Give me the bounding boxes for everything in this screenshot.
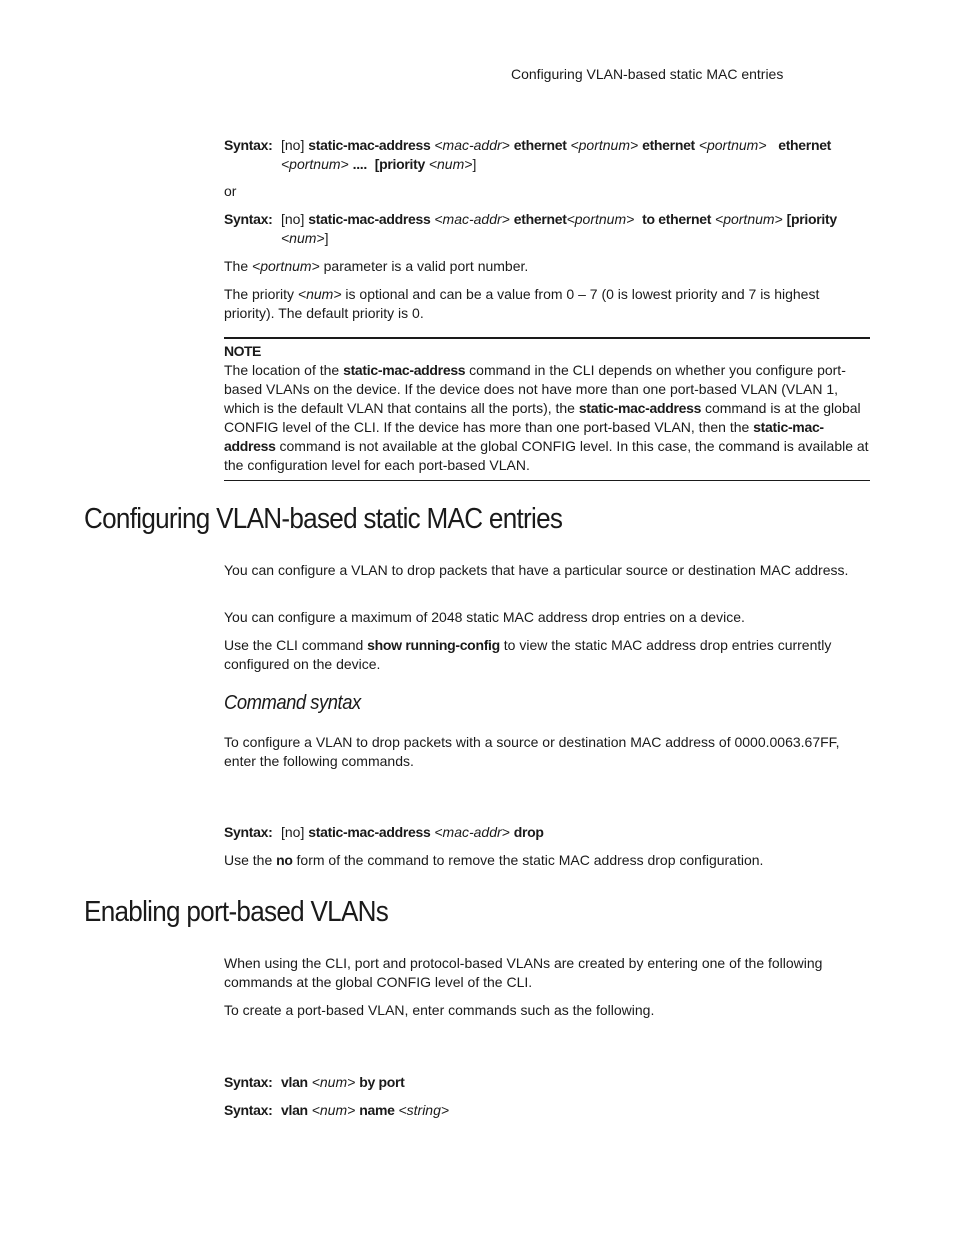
kw-to-ethernet: to ethernet bbox=[642, 211, 712, 227]
cmd-static-mac-address: static-mac-address bbox=[308, 211, 431, 227]
section1-para: You can configure a maximum of 2048 static MAC address drop entries on a device. bbox=[224, 609, 745, 625]
syntax-static-mac-drop bbox=[281, 823, 870, 842]
param-portnum: <portnum> bbox=[566, 211, 635, 227]
section-heading: Enabling port-based VLANs bbox=[84, 896, 389, 928]
syntax-close: ] bbox=[472, 156, 477, 172]
section1-para bbox=[224, 636, 870, 674]
note-title: NOTE bbox=[224, 343, 261, 359]
param-num: <num> bbox=[281, 230, 325, 246]
text: command in the CLI depends on whether you configure port-based VLANs on the device. If the device does not have more than one port-based VLAN (VLAN 1, which is the default VLAN that contains all the ports), the bbox=[224, 362, 846, 416]
param-mac-addr: <mac-addr> bbox=[434, 137, 510, 153]
section1-para bbox=[224, 851, 870, 870]
cmd-static-mac-address: static-mac-address bbox=[308, 137, 431, 153]
syntax-vlan-name bbox=[281, 1101, 870, 1120]
text: command is not available at the global CONFIG level. In this case, the command is available at the configuration level for each port-based VLAN. bbox=[224, 438, 869, 473]
kw-no: no bbox=[276, 852, 293, 868]
param-portnum: <portnum> bbox=[570, 137, 639, 153]
cmd-static-mac-address: static-mac-address bbox=[224, 419, 824, 454]
param-num: <num> bbox=[428, 156, 473, 172]
text: The bbox=[224, 258, 253, 274]
text: is optional and can be a value from 0 – 7 (0 is lowest priority and 7 is highest priority). The default priority is 0. bbox=[224, 286, 820, 321]
param-portnum: <portnum> bbox=[281, 156, 349, 172]
kw-ethernet: ethernet bbox=[513, 137, 567, 153]
text: Use the CLI command bbox=[224, 637, 368, 653]
syntax-label: Syntax: bbox=[224, 137, 273, 153]
syntax-label: Syntax: bbox=[224, 824, 273, 840]
syntax-label: Syntax: bbox=[224, 1102, 273, 1118]
or-text: or bbox=[224, 183, 237, 199]
cmd-static-mac-address: static-mac-address bbox=[343, 362, 466, 378]
text: Use the bbox=[224, 852, 277, 868]
text: parameter is a valid port number. bbox=[319, 258, 529, 274]
param-portnum: <portnum> bbox=[698, 137, 767, 153]
section2-para: When using the CLI, port and protocol-based VLANs are created by entering one of the following commands at the global CONFIG level of the CLI. bbox=[224, 955, 823, 990]
text: The priority bbox=[224, 286, 298, 302]
syntax-close: ] bbox=[324, 230, 329, 246]
param-num: <num> bbox=[297, 286, 342, 302]
kw-name: name bbox=[359, 1102, 395, 1118]
text: The location of the bbox=[224, 362, 344, 378]
param-string: <string> bbox=[398, 1102, 450, 1118]
kw-priority: [priority bbox=[374, 156, 425, 172]
kw-by-port: by port bbox=[359, 1074, 405, 1090]
note-body bbox=[224, 361, 870, 475]
param-num: <num> bbox=[311, 1102, 356, 1118]
kw-vlan: vlan bbox=[281, 1102, 308, 1118]
syntax-label: Syntax: bbox=[224, 1074, 273, 1090]
syntax-vlan-by-port bbox=[281, 1073, 870, 1092]
kw-ethernet: ethernet bbox=[513, 211, 567, 227]
syntax-static-mac-ethernet bbox=[281, 136, 870, 174]
text: to view the static MAC address drop entries currently configured on the device. bbox=[224, 637, 832, 672]
param-portnum: <portnum> bbox=[252, 258, 320, 274]
para-priority bbox=[224, 285, 870, 323]
section2-para: To create a port-based VLAN, enter commands such as the following. bbox=[224, 1002, 655, 1018]
kw-drop: drop bbox=[513, 824, 544, 840]
subheading-command-syntax: Command syntax bbox=[224, 692, 361, 714]
para-portnum bbox=[224, 257, 870, 276]
cmd-static-mac-address: static-mac-address bbox=[578, 400, 702, 416]
kw-vlan: vlan bbox=[281, 1074, 308, 1090]
text: command is at the global CONFIG level of the CLI. If the device has more than one port-based VLAN, then the bbox=[224, 400, 861, 435]
param-mac-addr: <mac-addr> bbox=[434, 211, 510, 227]
syntax-no: [no] bbox=[281, 211, 305, 227]
param-portnum: <portnum> bbox=[715, 211, 783, 227]
note-box bbox=[224, 337, 870, 481]
kw-ethernet: ethernet bbox=[778, 137, 832, 153]
text: form of the command to remove the static MAC address drop configuration. bbox=[292, 852, 764, 868]
syntax-no: [no] bbox=[281, 137, 305, 153]
syntax-no: [no] bbox=[281, 824, 305, 840]
cmd-show-running-config: show running-config bbox=[367, 637, 500, 653]
syntax-label: Syntax: bbox=[224, 211, 273, 227]
kw-ethernet: ethernet bbox=[642, 137, 695, 153]
cmd-static-mac-address: static-mac-address bbox=[308, 824, 431, 840]
kw-priority: [priority bbox=[786, 211, 837, 227]
section-heading: Configuring VLAN-based static MAC entries bbox=[84, 503, 563, 535]
syntax-static-mac-range bbox=[281, 210, 870, 248]
section1-para: You can configure a VLAN to drop packets that have a particular source or destination MAC address. bbox=[224, 562, 849, 578]
param-num: <num> bbox=[311, 1074, 356, 1090]
running-header: Configuring VLAN-based static MAC entries bbox=[511, 66, 784, 82]
param-mac-addr: <mac-addr> bbox=[434, 824, 510, 840]
kw-dots: .... bbox=[352, 156, 367, 172]
section1-para: To configure a VLAN to drop packets with a source or destination MAC address of 0000.0063.67FF, enter the following commands. bbox=[224, 734, 840, 769]
